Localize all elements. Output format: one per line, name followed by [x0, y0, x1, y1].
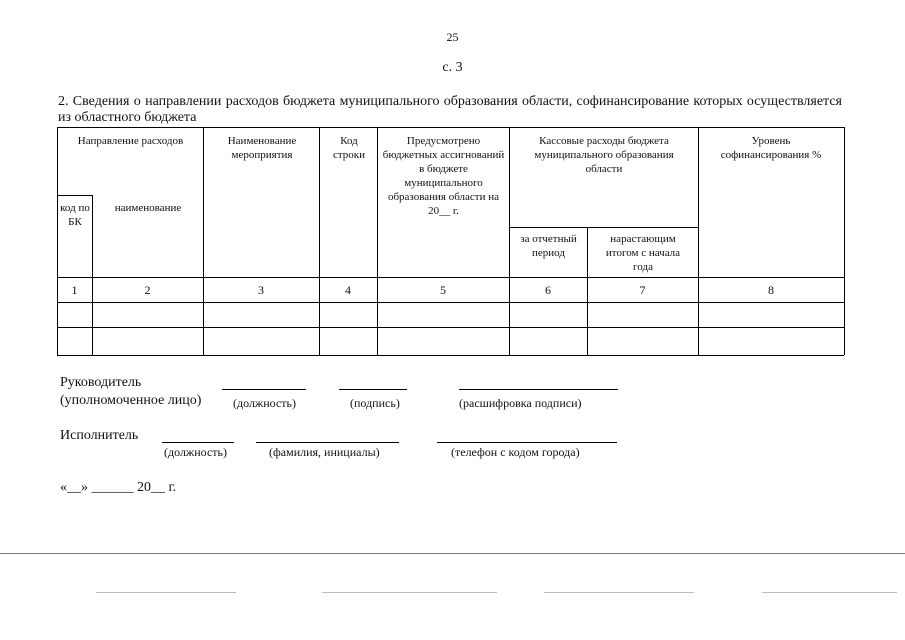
footer-rule	[762, 592, 897, 593]
col-number: 6	[545, 283, 551, 297]
executor-position-caption: (должность)	[164, 445, 227, 459]
executor-position-line	[162, 442, 234, 443]
head-signature-caption: (подпись)	[350, 396, 400, 410]
page-divider	[0, 553, 905, 554]
head-position-caption: (должность)	[233, 396, 296, 410]
col-number: 8	[768, 283, 774, 297]
executor-label: Исполнитель	[60, 428, 139, 443]
executor-name-caption: (фамилия, инициалы)	[269, 445, 380, 459]
header-direction: Направление расходов	[77, 135, 184, 147]
executor-name-line	[256, 442, 399, 443]
col-number: 2	[144, 283, 151, 297]
date-line: «__» ______ 20__ г.	[60, 480, 177, 495]
page-number: 25	[446, 30, 459, 44]
head-signature-line	[339, 389, 407, 390]
header-code-bk: код по БК	[60, 202, 90, 228]
sheet-label: с. 3	[442, 60, 463, 75]
header-cash-expenses: Кассовые расходы бюджета муниципального образования области	[534, 135, 674, 175]
footer-rule	[96, 592, 236, 593]
section-heading: 2. Сведения о направлении расходов бюджета муниципального образования области, софинансирование которых осуществляется из областного бюджета	[58, 94, 842, 125]
executor-phone-line	[437, 442, 617, 443]
col-number: 3	[258, 283, 264, 297]
footer-rule	[322, 592, 497, 593]
footer-rule	[544, 592, 694, 593]
executor-phone-caption: (телефон с кодом города)	[451, 445, 580, 459]
header-name: наименование	[114, 202, 182, 214]
header-cumulative: нарастающим итогом с начала года	[605, 233, 681, 273]
header-line-code: Код строки	[332, 135, 366, 161]
head-position-line	[222, 389, 306, 390]
head-label-sub: (уполномоченное лицо)	[60, 393, 202, 408]
header-cofinancing-level: Уровень софинансирования %	[720, 135, 822, 161]
head-decoding-line	[459, 389, 618, 390]
col-number: 4	[345, 283, 351, 297]
header-planned: Предусмотрено бюджетных ассигнований в бюджете муниципального образования области на 20__ г.	[382, 135, 505, 217]
col-number: 5	[440, 283, 446, 297]
head-label: Руководитель	[60, 375, 142, 390]
col-number: 1	[71, 283, 78, 297]
head-decoding-caption: (расшифровка подписи)	[459, 396, 582, 410]
header-event: Наименование мероприятия	[227, 135, 297, 161]
header-reporting-period: за отчетный период	[520, 233, 577, 259]
col-number: 7	[639, 283, 646, 297]
